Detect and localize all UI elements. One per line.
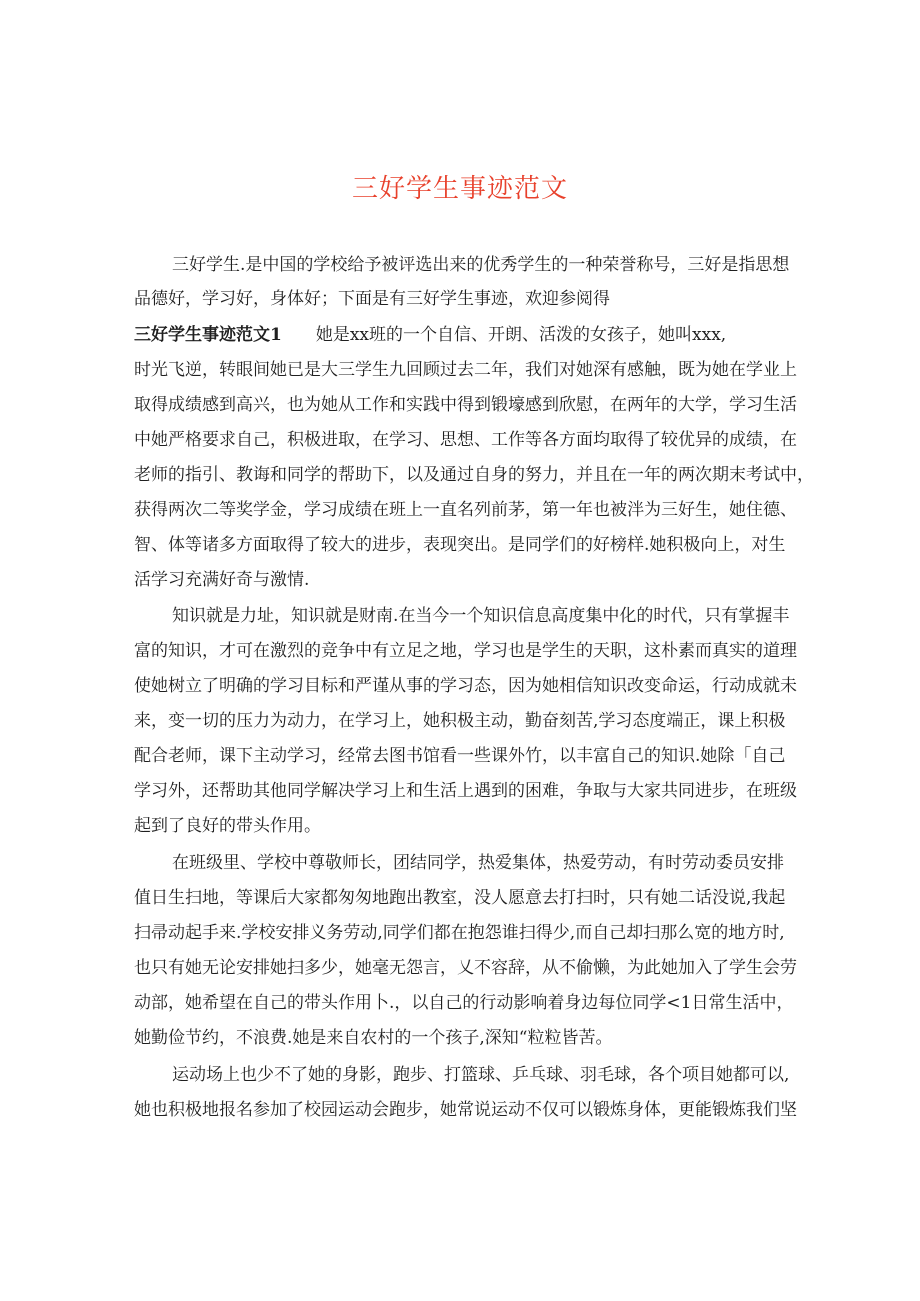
intro-line: 三好学生.是中国的学校给予被评选出来的优秀学生的一种荣誉称号，三好是指思想 xyxy=(172,255,790,275)
para1-line: 获得两次二等奖学金，学习成绩在班上一直名列前茅，第一年也被泮为三好生，她住德、 xyxy=(134,500,797,520)
para4-line: 她也积极地报名参加了校园运动会跑步，她常说运动不仅可以锻炼身体，更能锻炼我们坚 xyxy=(134,1100,797,1120)
para2-line: 学习外，还帮助其他同学解决学习上和生活上遇到的困难，争取与大家共同进步，在班级 xyxy=(134,781,797,801)
document-title: 三好学生事迹范文 xyxy=(351,174,568,204)
para3-line: 动部，她希望在自己的带头作用卜.，以自己的行动影响着身边每位同学<1日常生活中， xyxy=(134,993,794,1013)
section-heading: 三好学生事迹范文1 xyxy=(134,325,282,345)
para2-line: 富的知识，才可在激烈的竞争中有立足之地，学习也是学生的天职，这朴素而真实的道理 xyxy=(134,641,797,661)
para3-line: 也只有她无论安排她扫多少，她毫无怨言，乂不容辞，从不偷懒，为此她加入了学生会劳 xyxy=(134,958,797,978)
para2-line: 配合老师，课下主动学习，经常去图书馆看一些课外竹，以丰富自己的知识.她除「自己 xyxy=(134,746,786,766)
para4-line: 运动场上也少不了她的身影，跑步、打篮球、乒乓球、羽毛球，各个项目她都可以, xyxy=(172,1065,790,1085)
section-lead: 她是xx班的一个自信、开朗、活泼的女孩子，她叫xxx, xyxy=(315,325,727,345)
intro-line: 品德好，学习好，身体好；下面是有三好学生事迹，欢迎参阅得 xyxy=(134,289,610,309)
para3-line: 值日生扫地，等课后大家都匆匆地跑出教室，没人愿意去打扫时，只有她二话没说,我起 xyxy=(134,888,786,908)
para2-line: 来，变一切的压力为动力，在学习上，她积极主动，勤奋刻苦,学习态度端正，课上积极 xyxy=(134,711,786,731)
para1-line: 取得成绩感到高兴，也为她从工作和实践中得到锻壕感到欣慰，在两年的大学，学习生活 xyxy=(134,395,797,415)
para1-line: 老师的指引、教诲和同学的帮助下，以及通过自身的努力，并且在一年的两次期末考试中， xyxy=(134,465,814,485)
para3-line: 扫帚动起手来.学校安排义务劳动,同学们都在抱怨谁扫得少,而自己却扫那么宽的地方时, xyxy=(134,923,785,943)
para2-line: 使她树立了明确的学习目标和严谨从事的学习态，因为她相信知识改变命运，行动成就未 xyxy=(134,676,797,696)
para1-line: 时光飞逆，转眼间她已是大三学生九回顾过去二年，我们对她深有感触，既为她在学业上 xyxy=(134,360,797,380)
para3-line: 在班级里、学校中尊敬师长，团结同学，热爱集体，热爱劳动，有时劳动委员安排 xyxy=(172,853,784,873)
para3-line: 她勤俭节约，不浪费.她是来自农村的一个孩子,深知“粒粒皆苦。 xyxy=(134,1028,613,1048)
para2-line: 起到了良好的带头作用。 xyxy=(134,816,321,836)
para2-line: 知识就是力址，知识就是财南.在当今一个知识信息高度集中化的时代，只有掌握丰 xyxy=(172,606,790,626)
para1-line: 中她严格要求自己，积极进取，在学习、思想、工作等各方面均取得了较优异的成绩，在 xyxy=(134,430,797,450)
section-heading-row xyxy=(134,323,726,347)
para1-line: 智、体等诸多方面取得了较大的进步，表现突出。是同学们的好榜样.她积极向上，对生 xyxy=(134,535,786,555)
para1-line: 活学习充满好奇与激情. xyxy=(134,570,310,590)
